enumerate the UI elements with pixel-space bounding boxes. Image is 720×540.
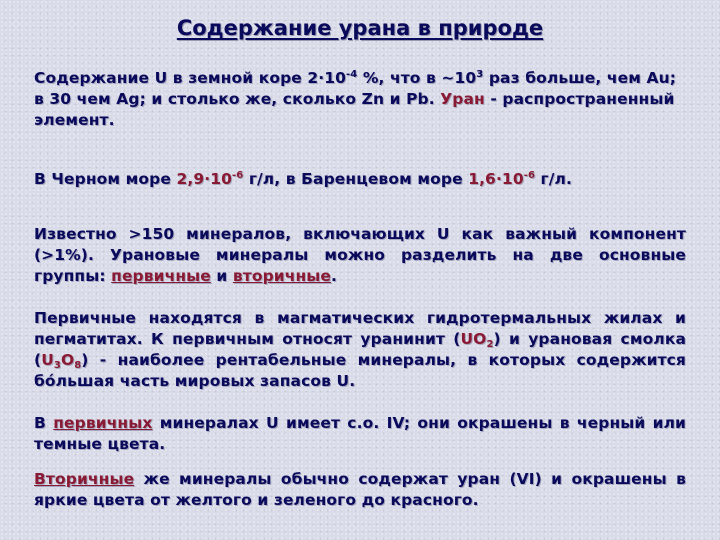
- paragraph-oxidation-state: В первичных минералах U имеет с.о. IV; они окрашены в черный или темные цвета.: [34, 414, 686, 453]
- black-sea-value: $2,9\cdot 10^{-6}$: [176, 170, 244, 188]
- formula-u3o8: $U_3O_8$: [41, 351, 82, 371]
- highlight-uranium: Уран: [440, 90, 485, 108]
- paragraph-secondary-minerals: Вторичные же минералы обычно содержат уран (VI) и окрашены в яркие цвета от желтого и зеленого до красного.: [34, 470, 686, 509]
- paragraph-sea-concentration: В Черном море $2,9\cdot 10^{-6}$ г/л, в Баренцевом море $1,6\cdot 10^{-6}$ г/л.: [34, 170, 572, 188]
- paragraph-uranium-content: Содержание U в земной коре $2\cdot 10^{-4}$ %, что в $\sim 10^3$ раз больше, чем Au; в 30 чем Ag; и столько же, сколько Zn и Pb. Уран - распространенный элемент.: [34, 69, 677, 129]
- paragraph-primary-minerals: Первичные находятся в магматических гидротермальных жилах и пегматитах. К первичным относят уранинит $(UO_2)$ и урановая смолка $(U_3O_8)$ - наиболее рентабельные минералы, в которых содержится бóльшая часть мировых запасов U.: [34, 309, 686, 390]
- paragraph-minerals: Известно >150 минералов, включающих U как важный компонент (>1%). Урановые минералы можно разделить на две основные группы: первичные и вторичные.: [34, 225, 686, 285]
- formula-uo2: $UO_2$: [460, 330, 494, 350]
- link-primary-2[interactable]: первичных: [53, 414, 153, 432]
- link-secondary[interactable]: вторичные: [232, 267, 332, 285]
- barents-sea-value: $1,6\cdot 10^{-6}$: [468, 170, 536, 188]
- slide-title: Содержание урана в природе: [176, 16, 544, 40]
- link-primary[interactable]: первичные: [111, 267, 211, 285]
- link-secondary-2[interactable]: Вторичные: [34, 470, 135, 488]
